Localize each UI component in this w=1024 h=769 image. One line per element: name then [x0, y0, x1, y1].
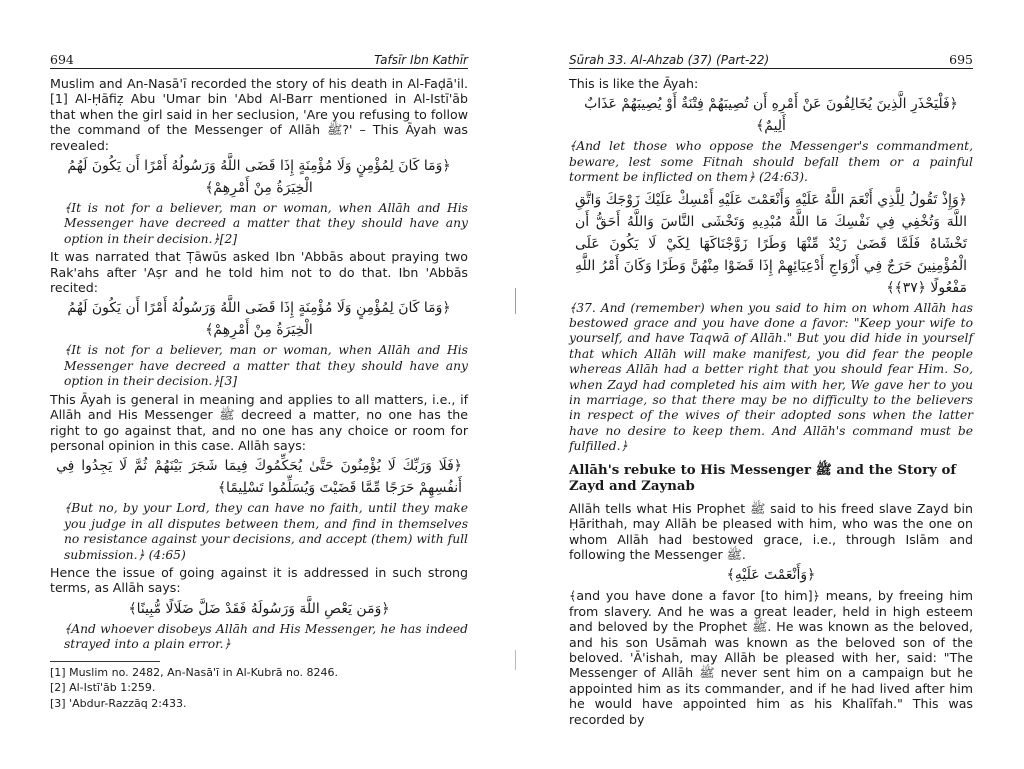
left-page [50, 52, 468, 711]
right-arabic-verse-2: ﴿وَإِذْ تَقُولُ لِلَّذِي أَنْعَمَ اللَّهُ عَلَيْهِ وَأَنْعَمْتَ عَلَيْهِ أَمْسِكْ عَلَيْكَ زَوْجَكَ وَاتَّقِ اللَّهَ وَتُخْفِي فِي نَفْسِكَ مَا اللَّهُ مُبْدِيهِ وَتَخْشَى النَّاسَ وَاللَّهُ أَحَقُّ أَن تَخْشَاهُ فَلَمَّا قَضَىٰ زَيْدٌ مِّنْهَا وَطَرًا زَوَّجْنَاكَهَا لِكَيْ لَا يَكُونَ عَلَى الْمُؤْمِنِينَ حَرَجٌ فِي أَزْوَاجِ أَدْعِيَائِهِمْ إِذَا قَضَوْا مِنْهُنَّ وَطَرًا وَكَانَ أَمْرُ اللَّهِ مَفْعُولًا ﴿٣٧﴾﴾ [575, 191, 967, 296]
left-quote-3: ﴾But no, by your Lord, they can have no faith, until they make you judge in all disputes between them, and find in themselves no resistance against your decisions, and accept (them) with full submission.﴿ (4:65) [64, 501, 468, 562]
right-paragraph-2: Allāh tells what His Prophet ﷺ said to his freed slave Zayd bin Ḥārithah, may Allāh be pleased with him, who was the one on whom Allāh had bestowed grace, i.e., through Islām and following the Messenger ﷺ. [569, 500, 973, 562]
right-page-number: 695 [949, 52, 973, 67]
section-heading: Allāh's rebuke to His Messenger ﷺ and the Story of Zayd and Zaynab [569, 462, 957, 495]
right-page-header [569, 52, 973, 69]
right-paragraph-3: ﴾and you have done a favor [to him]﴿ means, by freeing him from slavery. And he was a great leader, held in high esteem and beloved by the Prophet ﷺ. He was known as the beloved, and his son Usāmah was known as the beloved son of the beloved. 'Ā'ishah, may Allāh be pleased with her, said: "The Messenger of Allāh ﷺ never sent him on a campaign but he appointed him as its commander, and if he had lived after him he would have appointed him as his Khalīfah." This was recorded by [569, 588, 974, 727]
right-quote-2: ﴾37. And (remember) when you said to him on whom Allāh has bestowed grace and you have done a favor: "Keep your wife to yourself, and have Taqwā of Allāh." But you did hide in yourself that which Allāh will make manifest, you did fear the people whereas Allāh had a better right that you should fear Him. So, when Zayd had completed his aim with her, We gave her to you in marriage, so that there may be no difficulty to the believers in respect of the wives of their adopted sons when the latter have no desire to keep them. And Allāh's command must be fulfilled.﴿ [569, 300, 973, 454]
gutter-mark-lower [515, 650, 516, 670]
right-running-title: Sūrah 33. Al-Ahzab (37) (Part-22) [569, 53, 770, 67]
left-quote-2: ﴾It is not for a believer, man or woman, when Allāh and His Messenger have decreed a matter that they should have any option in their decision.﴿[3] [64, 343, 468, 389]
left-quote-1: ﴾It is not for a believer, man or woman, when Allāh and His Messenger have decreed a matter that they should have any option in their decision.﴿[2] [64, 201, 468, 246]
left-paragraph-1: Muslim and An-Nasā'ī recorded the story of his death in Al-Faḍā'il.[1] Al-Ḥāfiẓ Abu 'Umar bin 'Abd Al-Barr mentioned in Al-Istī'āb that when the girl said in her seclusion, 'Are you refusing to follow the command of the Messenger of Allāh ﷺ?' – This Āyah was revealed: [50, 76, 468, 153]
footnote-1: [1] Muslim no. 2482, An-Nasā'ī in Al-Kubrā no. 8246. [50, 665, 339, 679]
left-paragraph-4: Hence the issue of going against it is addressed in such strong terms, as Allāh says: [50, 564, 468, 596]
right-paragraph-1: This is like the Āyah: [569, 76, 699, 91]
right-arabic-verse-3: ﴿وَأَنْعَمْتَ عَلَيْهِ﴾ [726, 567, 816, 584]
footnote-3: [3] 'Abdur-Razzāq 2:433. [50, 696, 187, 710]
left-arabic-verse-3: ﴿فَلَا وَرَبِّكَ لَا يُؤْمِنُونَ حَتَّىٰ يُحَكِّمُوكَ فِيمَا شَجَرَ بَيْنَهُمْ ثُمَّ لَا يَجِدُوا فِي أَنفُسِهِمْ حَرَجًا مِّمَّا قَضَيْتَ وَيُسَلِّمُوا تَسْلِيمًا﴾ [56, 458, 462, 497]
left-footnotes [50, 661, 339, 712]
right-arabic-verse-1: ﴿فَلْيَحْذَرِ الَّذِينَ يُخَالِفُونَ عَنْ أَمْرِهِ أَن تُصِيبَهُمْ فِتْنَةٌ أَوْ يُصِيبَهُمْ عَذَابٌ أَلِيمٌ﴾ [584, 96, 958, 135]
left-arabic-verse-1: ﴿وَمَا كَانَ لِمُؤْمِنٍ وَلَا مُؤْمِنَةٍ إِذَا قَضَى اللَّهُ وَرَسُولُهُ أَمْرًا أَن يَكُونَ لَهُمُ الْخِيَرَةُ مِنْ أَمْرِهِمْ﴾ [67, 158, 451, 197]
right-quote-1: ﴾And let those who oppose the Messenger's commandment, beware, lest some Fitnah should befall them or a painful torment be inflicted on them﴿ (24:63). [569, 139, 973, 185]
left-running-title: Tafsīr Ibn Kathīr [374, 53, 468, 67]
left-page-number: 694 [50, 52, 74, 67]
left-arabic-verse-2: ﴿وَمَا كَانَ لِمُؤْمِنٍ وَلَا مُؤْمِنَةٍ إِذَا قَضَى اللَّهُ وَرَسُولُهُ أَمْرًا أَن يَكُونَ لَهُمُ الْخِيَرَةُ مِنْ أَمْرِهِمْ﴾ [67, 300, 451, 339]
gutter-mark [515, 288, 516, 314]
footnote-2: [2] Al-Istī'āb 1:259. [50, 681, 156, 695]
left-page-header [50, 52, 468, 69]
left-quote-4: ﴾And whoever disobeys Allāh and His Messenger, he has indeed strayed into a plain error.﴿ [64, 621, 468, 652]
right-page [569, 52, 973, 728]
left-paragraph-2: It was narrated that Ṭāwūs asked Ibn 'Abbās about praying two Rak'ahs after 'Aṣr and he told him not to do that. Ibn 'Abbās recited: [50, 249, 468, 296]
left-arabic-verse-4: ﴿وَمَن يَعْصِ اللَّهَ وَرَسُولَهُ فَقَدْ ضَلَّ ضَلَالًا مُّبِينًا﴾ [128, 600, 390, 617]
left-paragraph-3: This Āyah is general in meaning and applies to all matters, i.e., if Allāh and His Messenger ﷺ decreed a matter, no one has the right to go against that, and no one has any choice or room for personal opinion in this case. Allāh says: [50, 391, 469, 453]
